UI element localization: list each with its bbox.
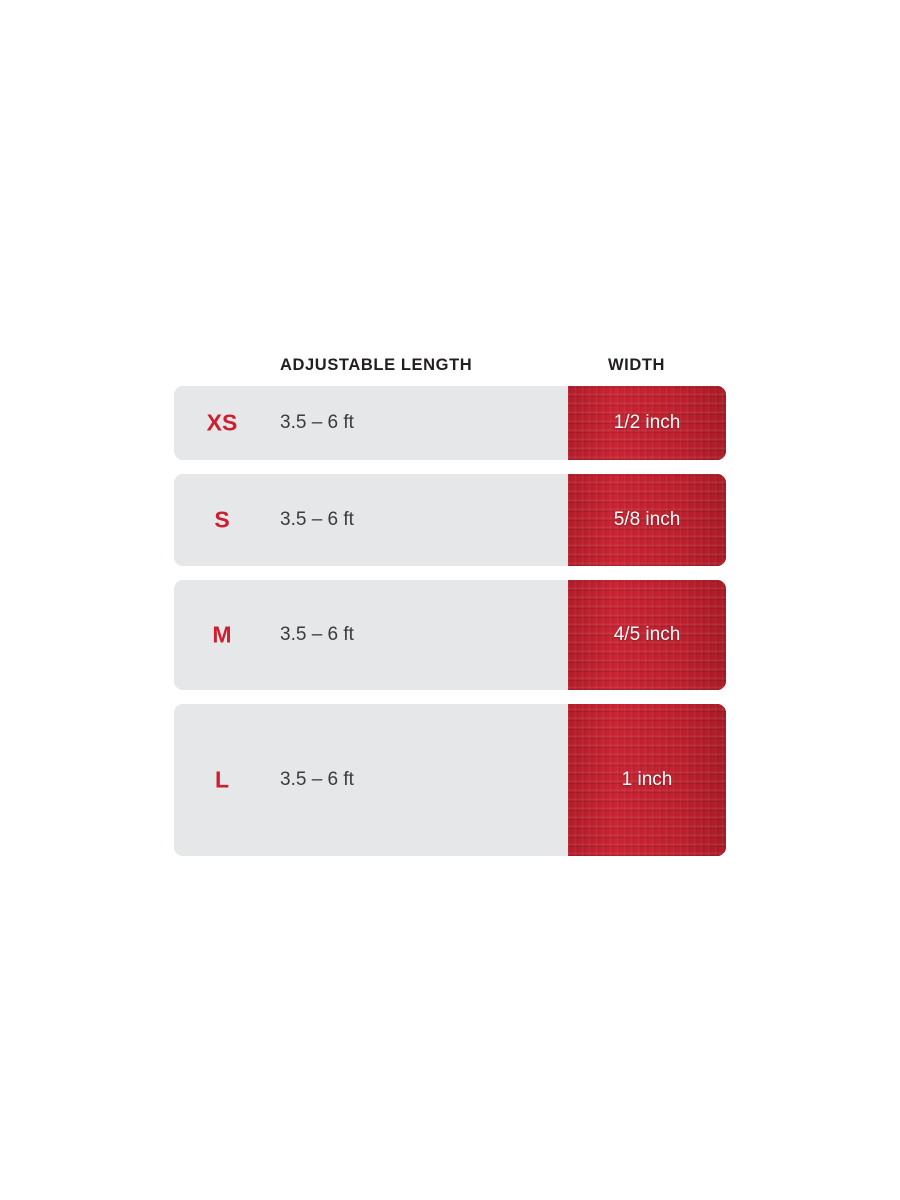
chart-header-row	[174, 348, 726, 386]
width-value: 1 inch	[621, 769, 673, 790]
size-label: M	[212, 621, 232, 648]
table-row	[174, 474, 726, 566]
width-value: 1/2 inch	[613, 412, 681, 433]
table-row	[174, 580, 726, 690]
width-value: 5/8 inch	[613, 509, 681, 530]
length-value: 3.5 – 6 ft	[280, 769, 354, 790]
column-header-width: WIDTH	[608, 356, 666, 374]
column-header-adjustable-length: ADJUSTABLE LENGTH	[280, 356, 473, 374]
table-row	[174, 386, 726, 460]
size-label: S	[214, 506, 230, 533]
length-value: 3.5 – 6 ft	[280, 509, 354, 530]
table-row	[174, 704, 726, 856]
width-value: 4/5 inch	[613, 624, 681, 645]
length-value: 3.5 – 6 ft	[280, 624, 354, 645]
size-label: L	[214, 766, 230, 793]
size-label: XS	[206, 409, 238, 436]
length-value: 3.5 – 6 ft	[280, 412, 354, 433]
size-chart	[174, 348, 726, 870]
